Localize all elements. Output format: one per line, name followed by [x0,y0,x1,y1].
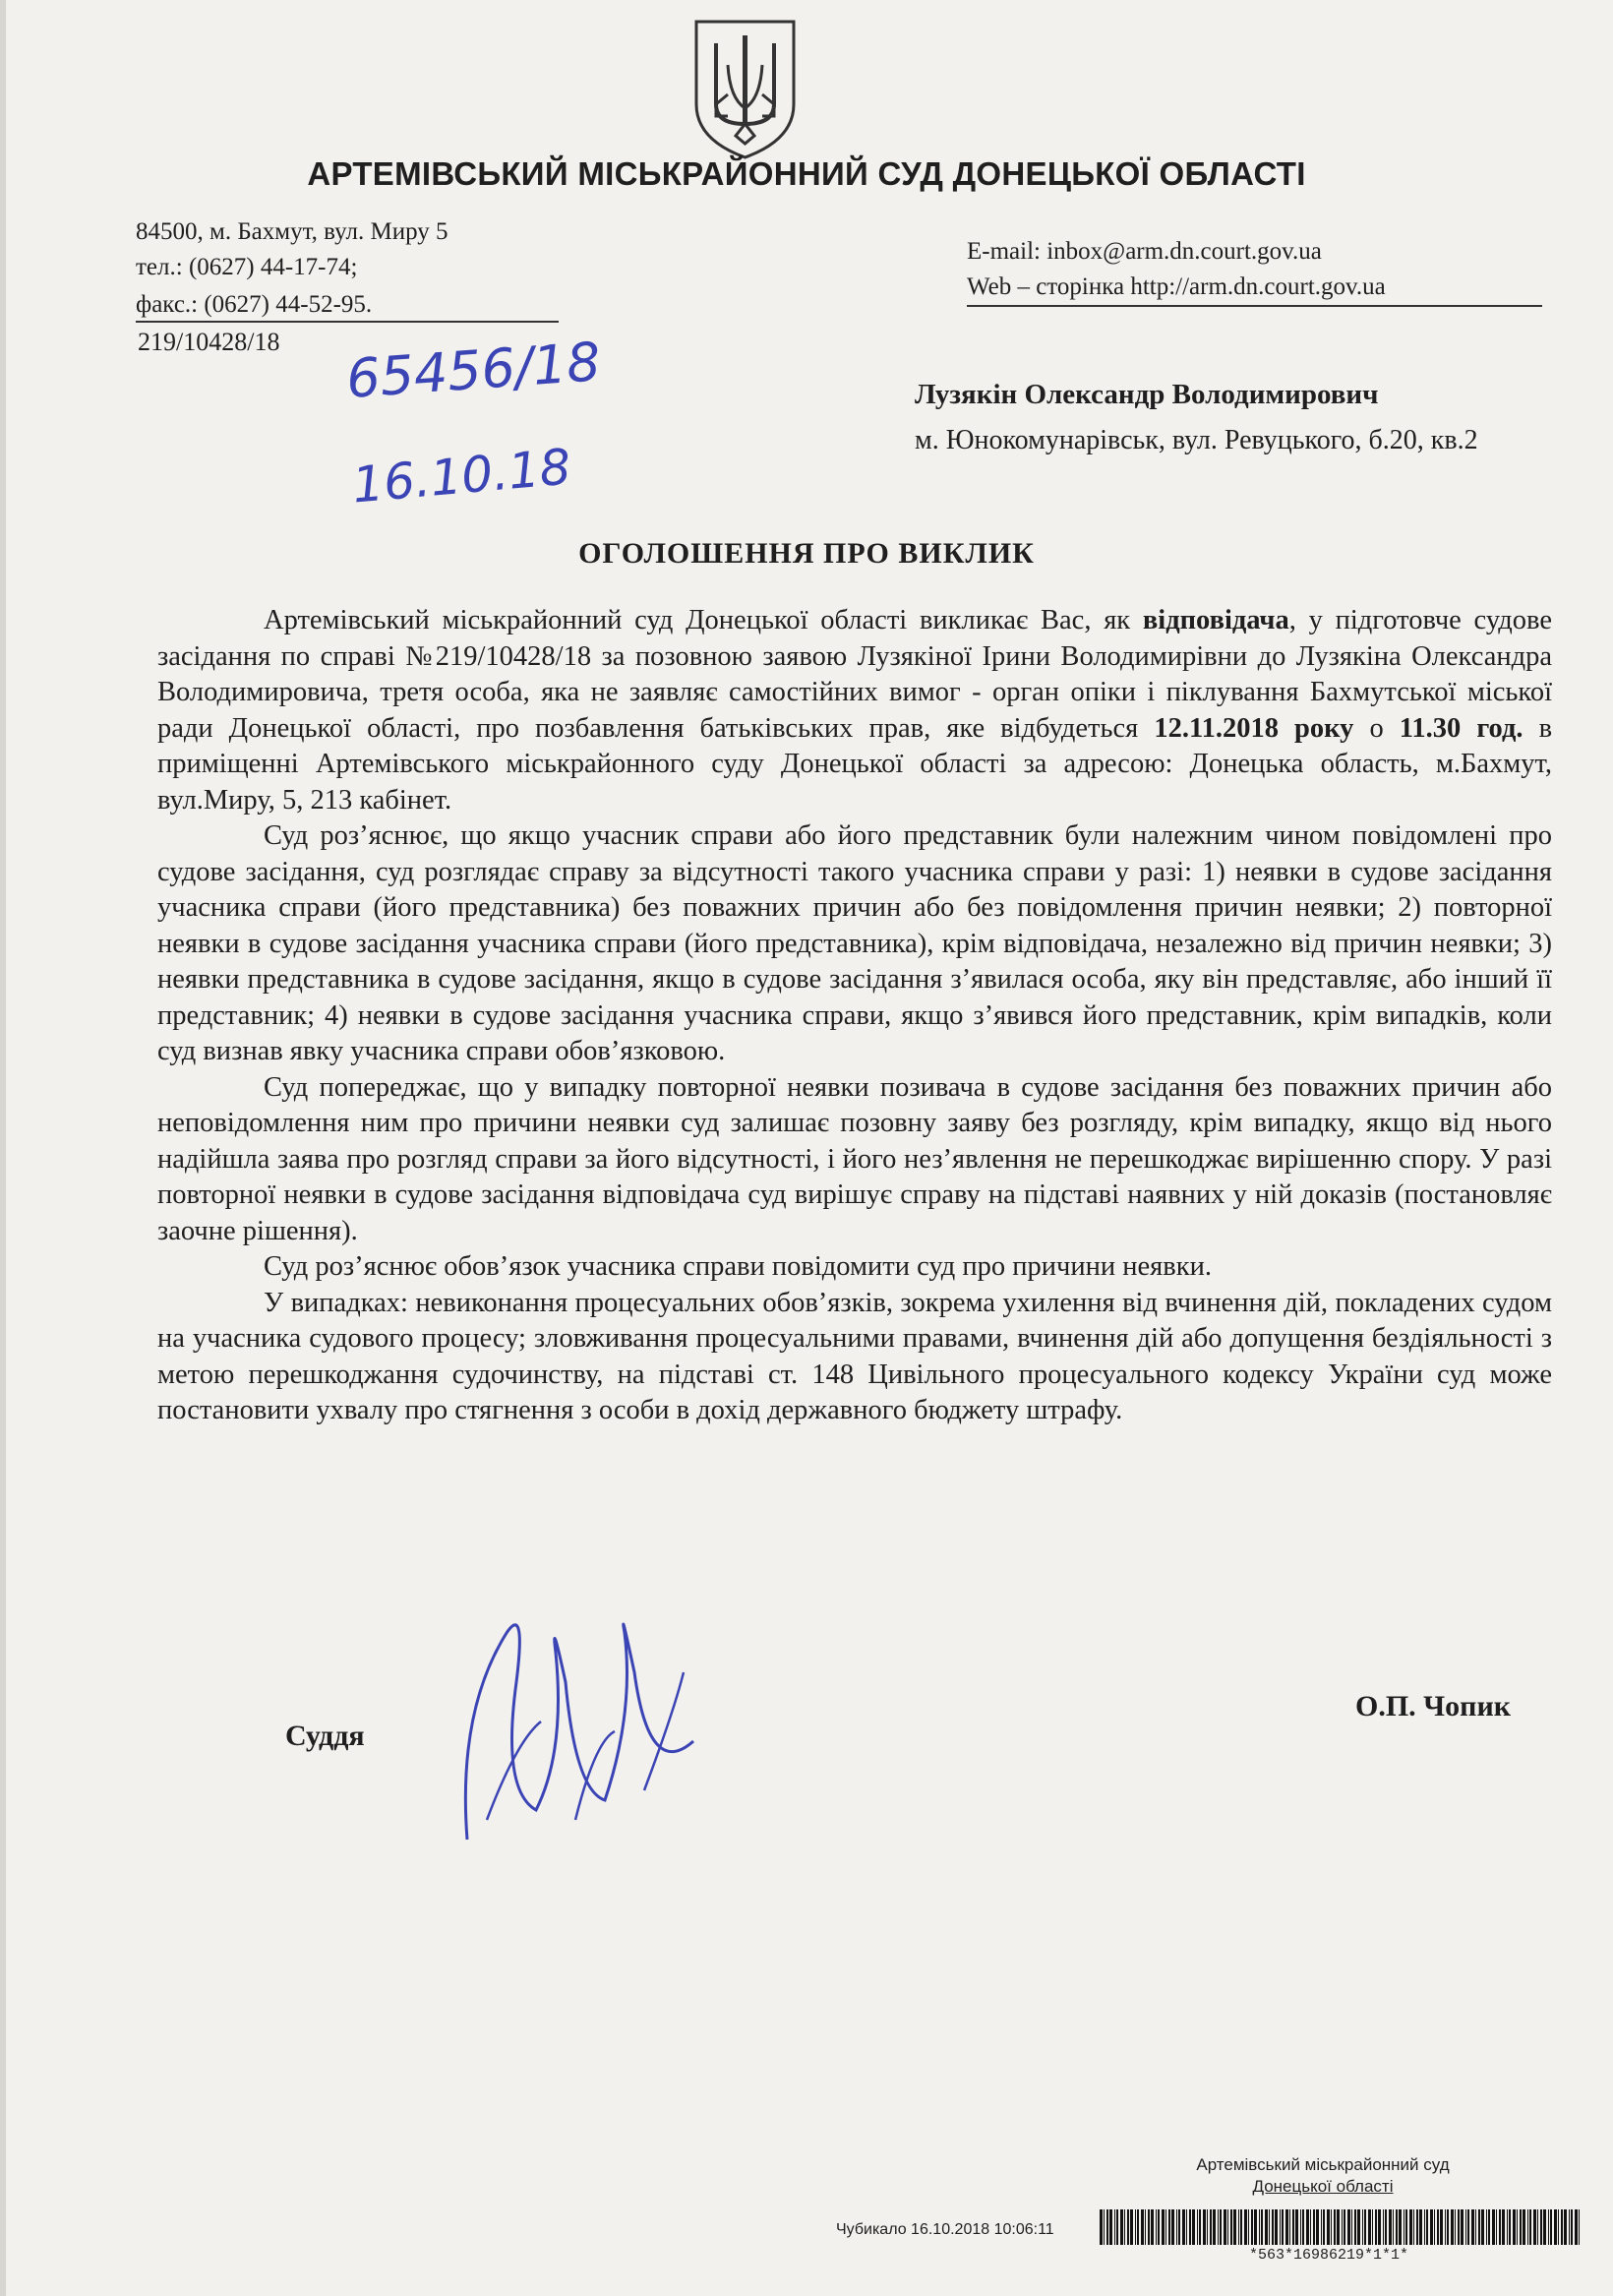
recipient-name: Лузякін Олександр Володимирович [915,379,1379,410]
document-body [157,603,1552,1429]
signer-role: Суддя [285,1720,365,1752]
court-address: 84500, м. Бахмут, вул. Миру 5 [136,218,448,245]
header-rule-left [136,321,559,323]
stamp-court-line1: Артемівський міськрайонний суд [1196,2155,1450,2174]
recipient-address: м. Юнокомунарівськ, вул. Ревуцького, б.20, кв.2 [915,425,1478,455]
registrar-timestamp: Чубикало 16.10.2018 10:06:11 [836,2221,1054,2238]
court-email: E-mail: inbox@arm.dn.court.gov.ua [967,238,1322,265]
hearing-time: 11.30 год. [1399,712,1523,744]
text-span: в приміщенні Артемівського міськрайонного суду Донецької області за адресою: Донецька область, м.Бахмут, вул.Миру, 5, 213 кабінет. [157,712,1553,816]
court-fax: факс.: (0627) 44-52-95. [136,291,373,318]
stamp-court-line2: Донецької області [1252,2177,1394,2196]
court-phone: тел.: (0627) 44-17-74; [136,254,358,280]
paragraph-summons [157,603,1552,818]
text-span: о [1353,712,1400,744]
paragraph-warning: Суд попереджає, що у випадку повторної неявки позивача в судове засідання без поважних причин або неповідомлення ним про причини неявки суд залишає позовну заяву без розгляду, крім випадку, якщо від нього надійшла заява про розгляд справи за його відсутності, і його нез’явлення не перешкоджає вирішенню спору. У разі повторної неявки в судове засідання відповідача суд вирішує справу на підставі наявних у ній доказів (постановляє заочне рішення). [157,1071,1552,1246]
barcode [1100,2209,1582,2245]
paragraph-explanation: Суд роз’яснює, що якщо учасник справи або його представник були належним чином повідомлені про судове засідання, суд розглядає справу за відсутності такого учасника справи у разі: 1) неявки в судове засідання учасника справи (його представника) без поважних причин або без повідомлення причин неявки; 2) повторної неявки в судове засідання учасника справи (його представника), крім відповідача, незалежно від причин неявки; 3) неявки представника в судове засідання, якщо в судове засідання з’явилася особа, яку він представляє, або інший її представник; 4) неявки в судове засідання учасника справи, якщо з’явився його представник, крім випадків, коли суд визнав явку учасника справи обов’язковою. [157,820,1552,1066]
hearing-date: 12.11.2018 року [1154,712,1354,744]
text-span: , у підготовче судове засідання по справі №219/10428/18 за позовною заявою Лузякіної Ірини Володимирівни до Лузякіна Олександра Володимировича, третя особа, яка не заявляє самостійних вимог - орган опіки і піклування Бахмутської міської ради Донецької області, про позбавлення батьківських прав, яке відбудеться [157,605,1552,744]
handwritten-registration-number: 65456/18 [344,331,603,410]
case-number: 219/10428/18 [138,328,280,356]
handwritten-registration-date: 16.10.18 [349,438,573,514]
court-website: Web – сторінка http://arm.dn.court.gov.ua [967,273,1386,300]
trident-coat-of-arms-icon [688,14,802,161]
document-title: ОГОЛОШЕННЯ ПРО ВИКЛИК [578,537,1035,570]
paragraph-obligation: Суд роз’яснює обов’язок учасника справи повідомити суд про причини неявки. [264,1251,1212,1282]
court-name: АРТЕМІВСЬКИЙ МІСЬКРАЙОННИЙ СУД ДОНЕЦЬКОЇ ОБЛАСТІ [307,155,1306,192]
text-span: Артемівський міськрайонний суд Донецької області викликає Вас, як [264,605,1143,635]
registry-stamp [1131,2154,1515,2198]
paragraph-penalty: У випадках: невиконання процесуальних обов’язків, зокрема ухилення від вчинення дій, покладених судом на учасника судового процесу; зловживання процесуальними правами, вчинення дій або допущення бездіяльності з метою перешкоджання судочинству, на підставі ст. 148 Цивільного процесуального кодексу України суд може постановити ухвалу про стягнення з особи в дохід державного бюджету штрафу. [157,1287,1552,1425]
signer-name: О.П. Чопик [1355,1690,1512,1722]
header-rule-right [967,305,1542,307]
handwritten-signature [448,1594,703,1849]
barcode-number: *563*16986219*1*1* [1249,2247,1409,2264]
scan-edge [0,0,6,2296]
bold-role: відповідача [1142,605,1289,635]
